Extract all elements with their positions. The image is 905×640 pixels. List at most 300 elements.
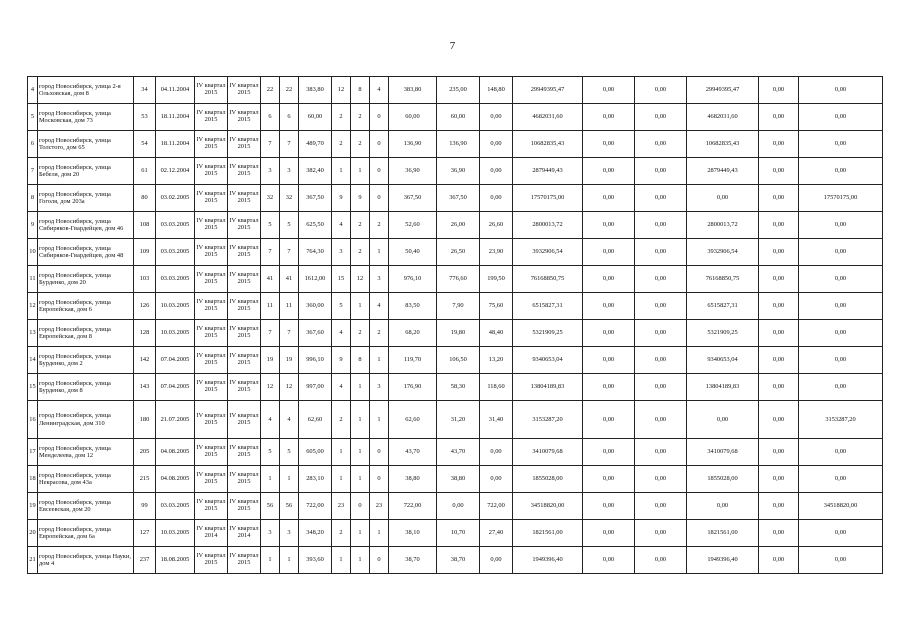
cell-s3: 0,00	[480, 439, 513, 466]
table-row	[28, 131, 883, 158]
cell-z2: 0,00	[635, 185, 687, 212]
cell-q1: IV квартал 2014	[195, 520, 228, 547]
cell-sum2: 5321909,25	[687, 320, 759, 347]
cell-s3: 26,60	[480, 212, 513, 239]
cell-c1: 4	[261, 401, 280, 439]
cell-z1: 0,00	[583, 158, 635, 185]
cell-area: 62,60	[299, 401, 332, 439]
cell-area: 764,30	[299, 239, 332, 266]
cell-c2: 5	[280, 212, 299, 239]
cell-c2: 4	[280, 401, 299, 439]
cell-address: город Новосибирск, улица Ленинградская, дом 310	[38, 401, 134, 439]
cell-r2: 8	[351, 77, 370, 104]
cell-s1: 50,40	[389, 239, 437, 266]
cell-z1: 0,00	[583, 77, 635, 104]
cell-z1: 0,00	[583, 104, 635, 131]
cell-c2: 3	[280, 158, 299, 185]
cell-q2: IV квартал 2015	[228, 320, 261, 347]
cell-area: 283,10	[299, 466, 332, 493]
cell-r3: 4	[370, 293, 389, 320]
cell-s2: 38,80	[437, 466, 480, 493]
cell-r3: 0	[370, 104, 389, 131]
cell-q1: IV квартал 2015	[195, 158, 228, 185]
cell-n: 10	[28, 239, 38, 266]
cell-s3: 0,00	[480, 185, 513, 212]
cell-s3: 48,40	[480, 320, 513, 347]
housing-table	[27, 76, 883, 574]
cell-q1: IV квартал 2015	[195, 185, 228, 212]
cell-r1: 4	[332, 320, 351, 347]
cell-s1: 60,00	[389, 104, 437, 131]
cell-c2: 7	[280, 131, 299, 158]
cell-s1: 38,10	[389, 520, 437, 547]
cell-c1: 1	[261, 547, 280, 574]
cell-area: 348,20	[299, 520, 332, 547]
cell-z1: 0,00	[583, 266, 635, 293]
cell-z4: 0,00	[799, 347, 883, 374]
cell-date: 21.07.2005	[156, 401, 195, 439]
cell-r2: 0	[351, 493, 370, 520]
cell-z3: 0,00	[759, 239, 799, 266]
cell-r2: 1	[351, 547, 370, 574]
cell-z1: 0,00	[583, 547, 635, 574]
cell-r1: 4	[332, 212, 351, 239]
cell-z3: 0,00	[759, 374, 799, 401]
cell-sum: 3410079,68	[513, 439, 583, 466]
cell-z3: 0,00	[759, 520, 799, 547]
cell-area: 996,10	[299, 347, 332, 374]
cell-r3: 3	[370, 266, 389, 293]
cell-sum2: 3932906,54	[687, 239, 759, 266]
cell-area: 489,70	[299, 131, 332, 158]
cell-c2: 12	[280, 374, 299, 401]
cell-n: 12	[28, 293, 38, 320]
table-row	[28, 266, 883, 293]
table-row	[28, 212, 883, 239]
cell-q2: IV квартал 2015	[228, 347, 261, 374]
cell-n: 18	[28, 466, 38, 493]
cell-sum2: 29949395,47	[687, 77, 759, 104]
cell-c2: 22	[280, 77, 299, 104]
cell-q2: IV квартал 2015	[228, 104, 261, 131]
cell-area: 367,50	[299, 185, 332, 212]
cell-date: 03.03.2005	[156, 239, 195, 266]
cell-address: город Новосибирск, улица Бурденко, дом 2	[38, 347, 134, 374]
cell-z4: 0,00	[799, 131, 883, 158]
cell-q2: IV квартал 2015	[228, 547, 261, 574]
cell-date: 10.03.2005	[156, 520, 195, 547]
cell-z3: 0,00	[759, 293, 799, 320]
cell-c1: 32	[261, 185, 280, 212]
cell-date: 02.12.2004	[156, 158, 195, 185]
cell-n: 14	[28, 347, 38, 374]
cell-sum: 1821561,00	[513, 520, 583, 547]
cell-s1: 383,80	[389, 77, 437, 104]
cell-sum2: 13804189,83	[687, 374, 759, 401]
cell-address: город Новосибирск, улица Менделеева, дом 12	[38, 439, 134, 466]
cell-sum: 1949396,40	[513, 547, 583, 574]
cell-r3: 0	[370, 158, 389, 185]
cell-date: 03.03.2005	[156, 212, 195, 239]
cell-s1: 62,60	[389, 401, 437, 439]
cell-r1: 1	[332, 158, 351, 185]
cell-r1: 23	[332, 493, 351, 520]
cell-n: 21	[28, 547, 38, 574]
cell-s1: 43,70	[389, 439, 437, 466]
cell-r3: 0	[370, 185, 389, 212]
cell-z1: 0,00	[583, 185, 635, 212]
cell-z1: 0,00	[583, 439, 635, 466]
cell-s1: 367,50	[389, 185, 437, 212]
cell-address: город Новосибирск, улица Московская, дом 73	[38, 104, 134, 131]
cell-c1: 3	[261, 158, 280, 185]
cell-address: город Новосибирск, улица Европейская, дом 8	[38, 320, 134, 347]
cell-s1: 52,60	[389, 212, 437, 239]
cell-q1: IV квартал 2015	[195, 347, 228, 374]
cell-z4: 0,00	[799, 320, 883, 347]
cell-c1: 41	[261, 266, 280, 293]
cell-z3: 0,00	[759, 158, 799, 185]
cell-sum2: 1821561,00	[687, 520, 759, 547]
cell-date: 04.08.2005	[156, 439, 195, 466]
cell-address: город Новосибирск, улица Бурденко, дом 8	[38, 374, 134, 401]
cell-date: 03.03.2005	[156, 266, 195, 293]
table-row	[28, 401, 883, 439]
cell-c1: 3	[261, 520, 280, 547]
cell-r3: 23	[370, 493, 389, 520]
cell-c2: 56	[280, 493, 299, 520]
cell-sum: 10682835,43	[513, 131, 583, 158]
cell-s1: 976,10	[389, 266, 437, 293]
cell-q2: IV квартал 2015	[228, 77, 261, 104]
cell-id: 109	[134, 239, 156, 266]
cell-z1: 0,00	[583, 212, 635, 239]
cell-sum2: 1949396,40	[687, 547, 759, 574]
cell-q2: IV квартал 2015	[228, 466, 261, 493]
cell-s3: 0,00	[480, 131, 513, 158]
cell-sum2: 4682031,60	[687, 104, 759, 131]
cell-c2: 1	[280, 547, 299, 574]
cell-sum: 2879449,43	[513, 158, 583, 185]
cell-q2: IV квартал 2015	[228, 212, 261, 239]
cell-id: 80	[134, 185, 156, 212]
cell-area: 393,60	[299, 547, 332, 574]
table-row	[28, 374, 883, 401]
table-row	[28, 293, 883, 320]
cell-s3: 0,00	[480, 547, 513, 574]
cell-n: 15	[28, 374, 38, 401]
cell-r1: 15	[332, 266, 351, 293]
cell-s2: 43,70	[437, 439, 480, 466]
cell-c2: 7	[280, 239, 299, 266]
cell-address: город Новосибирск, улица Сибиряков-Гвардейцев, дом 46	[38, 212, 134, 239]
cell-z4: 0,00	[799, 77, 883, 104]
cell-n: 11	[28, 266, 38, 293]
cell-r1: 1	[332, 439, 351, 466]
cell-s2: 36,90	[437, 158, 480, 185]
cell-z2: 0,00	[635, 104, 687, 131]
cell-id: 54	[134, 131, 156, 158]
cell-sum2: 0,00	[687, 185, 759, 212]
cell-z4: 0,00	[799, 374, 883, 401]
cell-z3: 0,00	[759, 212, 799, 239]
cell-s1: 83,50	[389, 293, 437, 320]
cell-date: 07.04.2005	[156, 347, 195, 374]
cell-s2: 7,90	[437, 293, 480, 320]
cell-r1: 2	[332, 401, 351, 439]
cell-s2: 106,50	[437, 347, 480, 374]
cell-z2: 0,00	[635, 439, 687, 466]
cell-address: город Новосибирск, улица Евсеевская, дом 20	[38, 493, 134, 520]
cell-n: 8	[28, 185, 38, 212]
cell-z2: 0,00	[635, 239, 687, 266]
table-row	[28, 347, 883, 374]
table-row	[28, 547, 883, 574]
cell-s1: 176,90	[389, 374, 437, 401]
table-row	[28, 158, 883, 185]
cell-s2: 31,20	[437, 401, 480, 439]
cell-r1: 5	[332, 293, 351, 320]
cell-q1: IV квартал 2015	[195, 439, 228, 466]
cell-s2: 19,80	[437, 320, 480, 347]
cell-z2: 0,00	[635, 374, 687, 401]
cell-c1: 56	[261, 493, 280, 520]
cell-c1: 19	[261, 347, 280, 374]
cell-s1: 136,90	[389, 131, 437, 158]
cell-n: 9	[28, 212, 38, 239]
cell-date: 10.03.2005	[156, 320, 195, 347]
cell-n: 4	[28, 77, 38, 104]
cell-c1: 12	[261, 374, 280, 401]
cell-r3: 1	[370, 347, 389, 374]
cell-r1: 9	[332, 185, 351, 212]
cell-z4: 0,00	[799, 239, 883, 266]
cell-r3: 2	[370, 212, 389, 239]
cell-sum: 34518820,00	[513, 493, 583, 520]
cell-z1: 0,00	[583, 520, 635, 547]
cell-r2: 1	[351, 520, 370, 547]
cell-r1: 12	[332, 77, 351, 104]
cell-date: 03.03.2005	[156, 493, 195, 520]
cell-address: город Новосибирск, улица Бурденко, дом 20	[38, 266, 134, 293]
cell-id: 53	[134, 104, 156, 131]
cell-z3: 0,00	[759, 347, 799, 374]
cell-s3: 0,00	[480, 158, 513, 185]
cell-s3: 75,60	[480, 293, 513, 320]
cell-r2: 9	[351, 185, 370, 212]
cell-z2: 0,00	[635, 320, 687, 347]
cell-c1: 5	[261, 439, 280, 466]
cell-c2: 3	[280, 520, 299, 547]
cell-s3: 0,00	[480, 104, 513, 131]
cell-z4: 0,00	[799, 520, 883, 547]
cell-s3: 199,50	[480, 266, 513, 293]
table-row	[28, 320, 883, 347]
cell-s1: 119,70	[389, 347, 437, 374]
cell-z1: 0,00	[583, 131, 635, 158]
cell-q1: IV квартал 2015	[195, 401, 228, 439]
table-row	[28, 77, 883, 104]
cell-s2: 60,00	[437, 104, 480, 131]
cell-q2: IV квартал 2015	[228, 239, 261, 266]
cell-z1: 0,00	[583, 466, 635, 493]
cell-z1: 0,00	[583, 293, 635, 320]
table-row	[28, 185, 883, 212]
cell-r3: 1	[370, 401, 389, 439]
cell-n: 16	[28, 401, 38, 439]
cell-area: 1612,00	[299, 266, 332, 293]
cell-r2: 1	[351, 401, 370, 439]
cell-z2: 0,00	[635, 347, 687, 374]
cell-sum: 13804189,83	[513, 374, 583, 401]
cell-z1: 0,00	[583, 320, 635, 347]
cell-date: 18.11.2004	[156, 131, 195, 158]
cell-c1: 7	[261, 320, 280, 347]
cell-area: 383,80	[299, 77, 332, 104]
cell-id: 143	[134, 374, 156, 401]
cell-z4: 0,00	[799, 439, 883, 466]
cell-r1: 1	[332, 466, 351, 493]
cell-s1: 36,90	[389, 158, 437, 185]
cell-r1: 4	[332, 374, 351, 401]
cell-q1: IV квартал 2015	[195, 320, 228, 347]
cell-q2: IV квартал 2015	[228, 185, 261, 212]
cell-address: город Новосибирск, улица Сибиряков-Гвардейцев, дом 48	[38, 239, 134, 266]
cell-date: 18.11.2004	[156, 104, 195, 131]
cell-c2: 41	[280, 266, 299, 293]
cell-q1: IV квартал 2015	[195, 131, 228, 158]
cell-address: город Новосибирск, улица 2-я Ольховская, дом 8	[38, 77, 134, 104]
cell-id: 215	[134, 466, 156, 493]
cell-id: 34	[134, 77, 156, 104]
cell-r1: 1	[332, 547, 351, 574]
cell-id: 61	[134, 158, 156, 185]
cell-z1: 0,00	[583, 493, 635, 520]
cell-r1: 3	[332, 239, 351, 266]
cell-r3: 2	[370, 320, 389, 347]
cell-z4: 34518820,00	[799, 493, 883, 520]
cell-id: 128	[134, 320, 156, 347]
cell-n: 5	[28, 104, 38, 131]
cell-z2: 0,00	[635, 131, 687, 158]
cell-c1: 7	[261, 131, 280, 158]
cell-area: 997,00	[299, 374, 332, 401]
cell-s2: 235,00	[437, 77, 480, 104]
cell-sum2: 3410079,68	[687, 439, 759, 466]
cell-z2: 0,00	[635, 547, 687, 574]
cell-z3: 0,00	[759, 466, 799, 493]
cell-id: 205	[134, 439, 156, 466]
cell-date: 10.03.2005	[156, 293, 195, 320]
cell-c2: 11	[280, 293, 299, 320]
cell-s3: 27,40	[480, 520, 513, 547]
table-row	[28, 493, 883, 520]
cell-sum: 3153287,20	[513, 401, 583, 439]
cell-q2: IV квартал 2014	[228, 520, 261, 547]
cell-n: 20	[28, 520, 38, 547]
cell-address: город Новосибирск, улица Европейская, дом 6а	[38, 520, 134, 547]
cell-c2: 1	[280, 466, 299, 493]
cell-r3: 1	[370, 520, 389, 547]
cell-r2: 2	[351, 239, 370, 266]
cell-s2: 136,90	[437, 131, 480, 158]
cell-z1: 0,00	[583, 374, 635, 401]
cell-s2: 776,60	[437, 266, 480, 293]
cell-c2: 32	[280, 185, 299, 212]
cell-s2: 26,50	[437, 239, 480, 266]
cell-c2: 6	[280, 104, 299, 131]
cell-r2: 2	[351, 212, 370, 239]
cell-sum2: 9340653,04	[687, 347, 759, 374]
cell-r3: 1	[370, 239, 389, 266]
cell-area: 367,60	[299, 320, 332, 347]
page-number: 7	[449, 40, 456, 52]
cell-r3: 0	[370, 466, 389, 493]
cell-id: 103	[134, 266, 156, 293]
cell-s2: 26,00	[437, 212, 480, 239]
cell-z2: 0,00	[635, 520, 687, 547]
cell-r1: 2	[332, 520, 351, 547]
cell-z2: 0,00	[635, 466, 687, 493]
table-body	[28, 77, 883, 574]
cell-sum: 3932906,54	[513, 239, 583, 266]
table-row	[28, 466, 883, 493]
cell-s1: 38,80	[389, 466, 437, 493]
cell-z4: 17570175,00	[799, 185, 883, 212]
cell-s1: 68,20	[389, 320, 437, 347]
cell-z3: 0,00	[759, 320, 799, 347]
cell-c2: 19	[280, 347, 299, 374]
cell-z3: 0,00	[759, 493, 799, 520]
cell-n: 6	[28, 131, 38, 158]
table-row	[28, 239, 883, 266]
cell-q2: IV квартал 2015	[228, 131, 261, 158]
cell-r2: 1	[351, 293, 370, 320]
table-row	[28, 439, 883, 466]
cell-id: 237	[134, 547, 156, 574]
cell-sum: 2800013,72	[513, 212, 583, 239]
cell-area: 605,00	[299, 439, 332, 466]
cell-s1: 722,00	[389, 493, 437, 520]
cell-s2: 10,70	[437, 520, 480, 547]
cell-sum2: 2879449,43	[687, 158, 759, 185]
cell-q2: IV квартал 2015	[228, 158, 261, 185]
cell-z3: 0,00	[759, 185, 799, 212]
cell-r2: 1	[351, 466, 370, 493]
cell-r1: 2	[332, 104, 351, 131]
cell-s2: 38,70	[437, 547, 480, 574]
cell-z2: 0,00	[635, 77, 687, 104]
cell-area: 722,00	[299, 493, 332, 520]
cell-r3: 0	[370, 547, 389, 574]
cell-q1: IV квартал 2015	[195, 466, 228, 493]
cell-date: 07.04.2005	[156, 374, 195, 401]
cell-q1: IV квартал 2015	[195, 266, 228, 293]
cell-id: 180	[134, 401, 156, 439]
cell-z4: 0,00	[799, 158, 883, 185]
cell-z2: 0,00	[635, 266, 687, 293]
cell-area: 60,00	[299, 104, 332, 131]
cell-c1: 5	[261, 212, 280, 239]
cell-sum: 76168850,75	[513, 266, 583, 293]
table-row	[28, 104, 883, 131]
cell-z2: 0,00	[635, 212, 687, 239]
cell-id: 126	[134, 293, 156, 320]
cell-s3: 118,60	[480, 374, 513, 401]
cell-r3: 0	[370, 439, 389, 466]
cell-z4: 0,00	[799, 212, 883, 239]
cell-z4: 3153287,20	[799, 401, 883, 439]
